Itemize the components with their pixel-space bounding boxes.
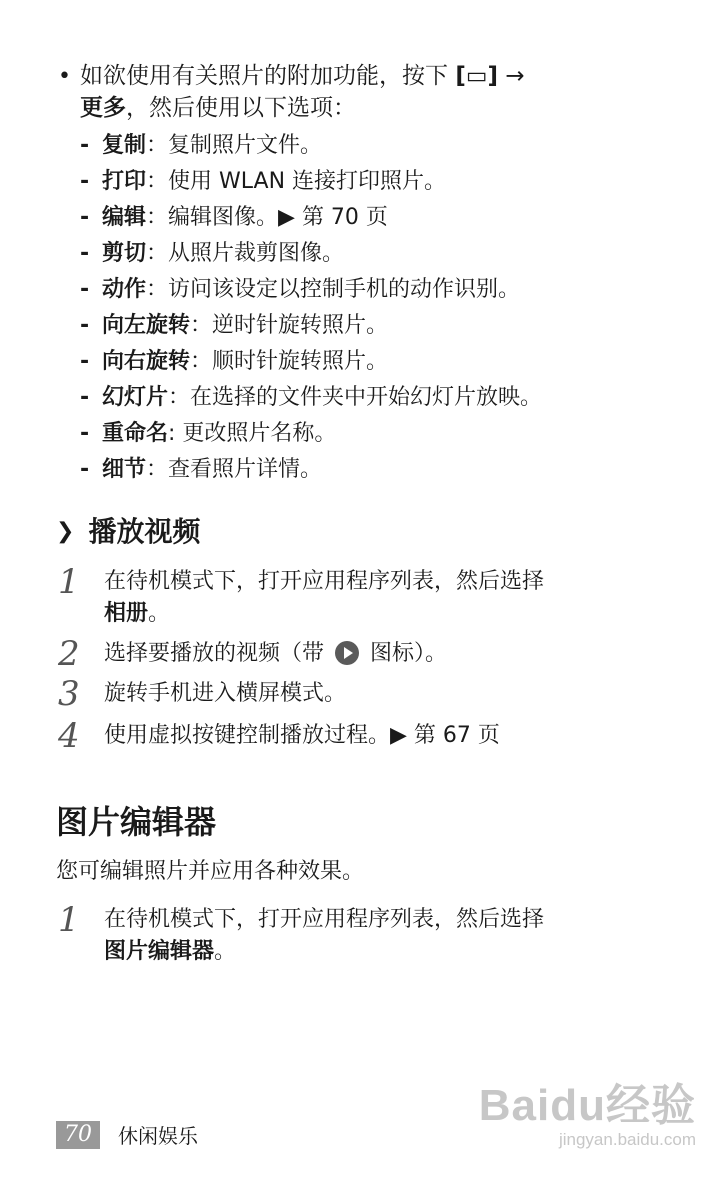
page-number: 70 xyxy=(56,1121,100,1149)
list-item: - 动作：访问该设定以控制手机的动作识别。 xyxy=(80,277,521,302)
arrow: → xyxy=(498,63,525,89)
section-heading-play-video: ❯ 播放视频 xyxy=(56,512,200,552)
intro-before: 如欲使用有关照片的附加功能，按下 xyxy=(80,63,456,89)
list-item: - 复制：复制照片文件。 xyxy=(80,133,323,158)
list-item: - 向左旋转：逆时针旋转照片。 xyxy=(80,313,389,338)
intro-after: ，然后使用以下选项： xyxy=(126,95,356,121)
step-number: 4 xyxy=(58,716,80,756)
watermark-logo: Baidu经验 xyxy=(478,1081,696,1130)
step-number: 1 xyxy=(58,900,80,940)
step-number: 1 xyxy=(58,562,80,602)
list-item: - 向右旋转：顺时针旋转照片。 xyxy=(80,349,389,374)
list-item: - 重命名: 更改照片名称。 xyxy=(80,421,337,446)
step-number: 3 xyxy=(58,674,80,714)
manual-page: • 如欲使用有关照片的附加功能，按下 [▭] → 更多，然后使用以下选项： - 复制：复制照片文件。 - 打印：使用 WLAN 连接打印照片。 - 编辑：编辑图像。▶ 第 70 页 - 剪切：从照片裁剪图像。 - 动作：访问该设定以控制手机的动作识别。 - 向左旋转：逆时针旋转照片。 - 向右旋转：顺时针旋转照片。 - 幻灯片：在选择的文件夹中开始幻灯片放映。 - 重命名: 更改照片名称。 - 细节：查看照片详情。 ❯ 播放视频 1 在待机模式下，打开应用程序列表，然后选择 相册。 2 选择要播放的视频（带 图标）。 3 旋转手机进入横屏模式。 4 使用虚拟按键控制播放过程。▶ 第 67 页 图片编辑器 您可编辑照片并应用各种效果。 1 在待机模式下，打开应用程序列表，然后选择 图片编辑器。 70 休闲娱乐 Baidu经验 jingyan.baidu.com xyxy=(0,0,726,1191)
watermark xyxy=(479,1082,696,1150)
editor-description: 您可编辑照片并应用各种效果。 xyxy=(56,859,365,884)
chapter-label: 休闲娱乐 xyxy=(118,1124,198,1148)
list-item: - 幻灯片：在选择的文件夹中开始幻灯片放映。 xyxy=(80,385,543,410)
list-item: - 打印：使用 WLAN 连接打印照片。 xyxy=(80,169,447,194)
play-icon xyxy=(335,641,359,665)
more-term: 更多 xyxy=(80,95,126,121)
watermark-url: jingyan.baidu.com xyxy=(558,1130,696,1149)
list-item: - 剪切：从照片裁剪图像。 xyxy=(80,241,345,266)
step-number: 2 xyxy=(58,634,80,674)
section-heading-photo-editor: 图片编辑器 xyxy=(56,803,217,841)
bullet-icon: • xyxy=(58,64,71,89)
menu-key-icon: [▭] xyxy=(455,63,499,89)
list-item: - 细节：查看照片详情。 xyxy=(80,457,323,482)
intro-text xyxy=(80,60,640,124)
chevron-right-icon: ❯ xyxy=(56,519,75,544)
options-list xyxy=(80,128,680,488)
list-item: - 编辑：编辑图像。▶ 第 70 页 xyxy=(80,205,388,230)
